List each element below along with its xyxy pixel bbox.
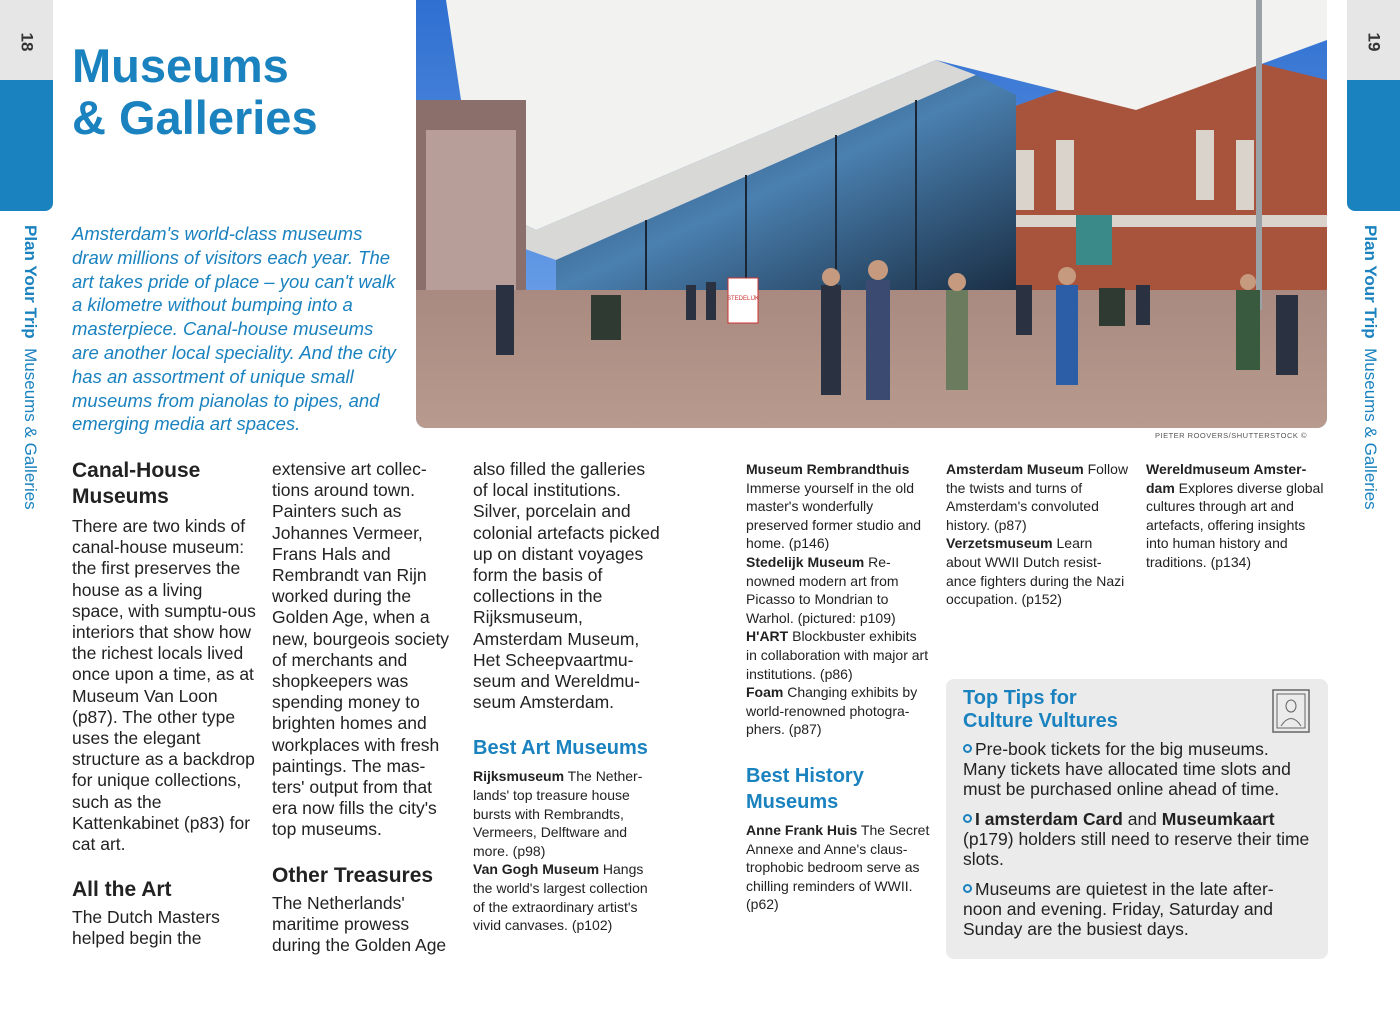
entry-text: Follow the twists and turns of Amsterdam's convoluted history. (p87) — [946, 461, 1129, 533]
entry-text: Blockbuster exhibits in collaboration with major art institutions. (p86) — [746, 628, 929, 682]
list-item — [946, 460, 1130, 534]
entry-name: Museum Rembrandthuis — [746, 461, 910, 477]
entry-text: The Secret Annexe and Anne's claus-trophobic bedroom serve as chilling reminders of WWII. (p62) — [746, 821, 930, 913]
photo-sign-text: STEDELIJK — [726, 296, 760, 302]
framed-portrait-icon — [1272, 689, 1310, 733]
page-title — [72, 40, 318, 144]
photo-credit: PIETER ROOVERS/SHUTTERSTOCK © — [1155, 431, 1307, 440]
photo-illustration — [416, 0, 1327, 428]
section-tab-right — [1347, 80, 1400, 211]
list-item — [746, 821, 930, 914]
entry-text: The Nether-lands' top treasure house bursts with Rembrandts, Vermeers, Delftware and more. (p98) — [473, 768, 643, 859]
top-tips-heading — [963, 687, 1183, 733]
list-item — [473, 767, 663, 860]
entry-text: Re-nowned modern art from Picasso to Mondrian to Warhol. (pictured: p109) — [746, 553, 899, 626]
text-column-1 — [72, 458, 256, 950]
bullet-icon — [963, 744, 972, 753]
section-tab-left — [0, 80, 53, 211]
side-running-head-left — [18, 225, 44, 525]
list-item — [746, 460, 930, 553]
tip-text: Museums are quietest in the late after-noon and evening. Friday, Saturday and Sunday are the busiest days. — [963, 879, 1274, 939]
other-treasures-heading: Other Treasures — [272, 863, 434, 887]
entry-text: Immerse yourself in the old master's wonderfully preserved former studio and home. (p146) — [746, 479, 922, 552]
text-column-6 — [1146, 460, 1330, 572]
other-treasures-text-cont: also filled the galleries of local institutions. Silver, porcelain and colonial artefacts picked up on distant voyages form the basis of collections in the Rijksmuseum, Amsterdam Museum, Het Scheepvaartmu-seum and Wereldmu-seum Amsterdam. — [473, 459, 660, 713]
list-item — [946, 534, 1130, 608]
entry-name: Rijksmuseum — [473, 768, 565, 785]
side-label-part1: Plan Your Trip — [1361, 225, 1380, 339]
tip-bold: Museumkaart — [1161, 809, 1275, 829]
tip-item — [963, 879, 1312, 939]
all-the-art-text-cont: extensive art collec-tions around town. Painters such as Johannes Vermeer, Frans Hals and Rembrandt van Rijn worked during the Golden Age, when a new, bourgeois society of merchants and shopkeepers was spending money to brighten homes and workplaces with fresh paintings. The mas-ters' output from that era now fills the city's top museums. — [272, 459, 450, 840]
all-the-art-heading: All the Art — [72, 878, 172, 902]
all-the-art-text: The Dutch Masters helped begin the — [72, 907, 220, 949]
tip-text: (p179) holders still need to reserve their time slots. — [963, 829, 1310, 869]
tip-item — [963, 739, 1312, 799]
text-column-3 — [473, 459, 663, 935]
entry-text: Changing exhibits by world-renowned photogra-phers. (p87) — [746, 684, 918, 738]
tip-text: Pre-book tickets for the big museums. Many tickets have allocated time slots and must be purchased online ahead of time. — [963, 739, 1291, 799]
title-line-1: Museums — [72, 39, 289, 92]
list-item — [746, 683, 930, 739]
page-number-right: 19 — [1364, 32, 1384, 52]
entry-name: Amsterdam Museum — [946, 461, 1084, 477]
page-number-tab-right — [1347, 0, 1400, 80]
canal-house-heading: Canal-House Museums — [72, 459, 201, 508]
tips-heading-line-2: Culture Vultures — [963, 710, 1118, 732]
side-running-head-right — [1358, 225, 1384, 525]
list-item — [746, 553, 930, 627]
text-column-2 — [272, 459, 457, 956]
entry-text: Explores diverse global cultures through art and artefacts, offering insights into human history and traditions. (p134) — [1146, 479, 1324, 570]
bullet-icon — [963, 884, 972, 893]
top-tips-box — [946, 679, 1328, 959]
list-item — [473, 860, 663, 934]
entry-name: Anne Frank Huis — [746, 821, 858, 838]
entry-name: H'ART — [746, 628, 789, 645]
best-art-heading: Best Art Museums — [473, 737, 648, 760]
other-treasures-text: The Netherlands' maritime prowess during the Golden Age — [272, 892, 447, 956]
tip-bold: I amsterdam Card — [975, 809, 1123, 829]
tips-heading-line-1: Top Tips for — [963, 687, 1077, 709]
list-item — [746, 627, 930, 683]
entry-text: Learn about WWII Dutch resist-ance fighters during the Nazi occupation. (p152) — [946, 535, 1125, 608]
text-column-5 — [946, 460, 1130, 609]
entry-name: Foam — [746, 684, 784, 701]
title-line-2: & Galleries — [72, 91, 318, 144]
intro-paragraph: Amsterdam's world-class museums draw millions of visitors each year. The art takes pride of place – you can't walk a kilometre without bumping into a masterpiece. Canal-house museums are another local speciality. And the city has an assortment of unique small museums from pianolas to pipes, and emerging media art spaces. — [72, 223, 396, 435]
entry-text: Hangs the world's largest collection of the extraordinary artist's vivid canvases. (p102) — [473, 861, 648, 934]
entry-name: Wereldmuseum Amster-dam — [1146, 461, 1307, 496]
best-history-heading: Best History Museums — [746, 764, 864, 813]
canal-house-text: There are two kinds of canal-house museum: the first preserves the house as a living space, with sumptu-ous interiors that show how the richest locals lived once upon a time, as at Museum Van Loon (p87). The other type uses the elegant structure as a backdrop for unique collections, such as the Kattenkabinet (p83) for cat art. — [72, 516, 256, 855]
page-number-tab-left — [0, 0, 53, 80]
tip-text: and — [1122, 809, 1162, 829]
entry-name: Verzetsmuseum — [946, 535, 1053, 552]
entry-name: Stedelijk Museum — [746, 553, 865, 570]
tip-item — [963, 809, 1312, 869]
side-label-part1: Plan Your Trip — [21, 225, 40, 339]
entry-name: Van Gogh Museum — [473, 861, 600, 878]
bullet-icon — [963, 814, 972, 823]
text-column-4 — [746, 460, 930, 914]
side-label-part2: Museums & Galleries — [1361, 348, 1380, 510]
list-item — [1146, 460, 1330, 572]
side-label-part2: Museums & Galleries — [21, 348, 40, 510]
page-number-left: 18 — [17, 32, 37, 52]
stedelijk-museum-photo — [416, 0, 1327, 428]
